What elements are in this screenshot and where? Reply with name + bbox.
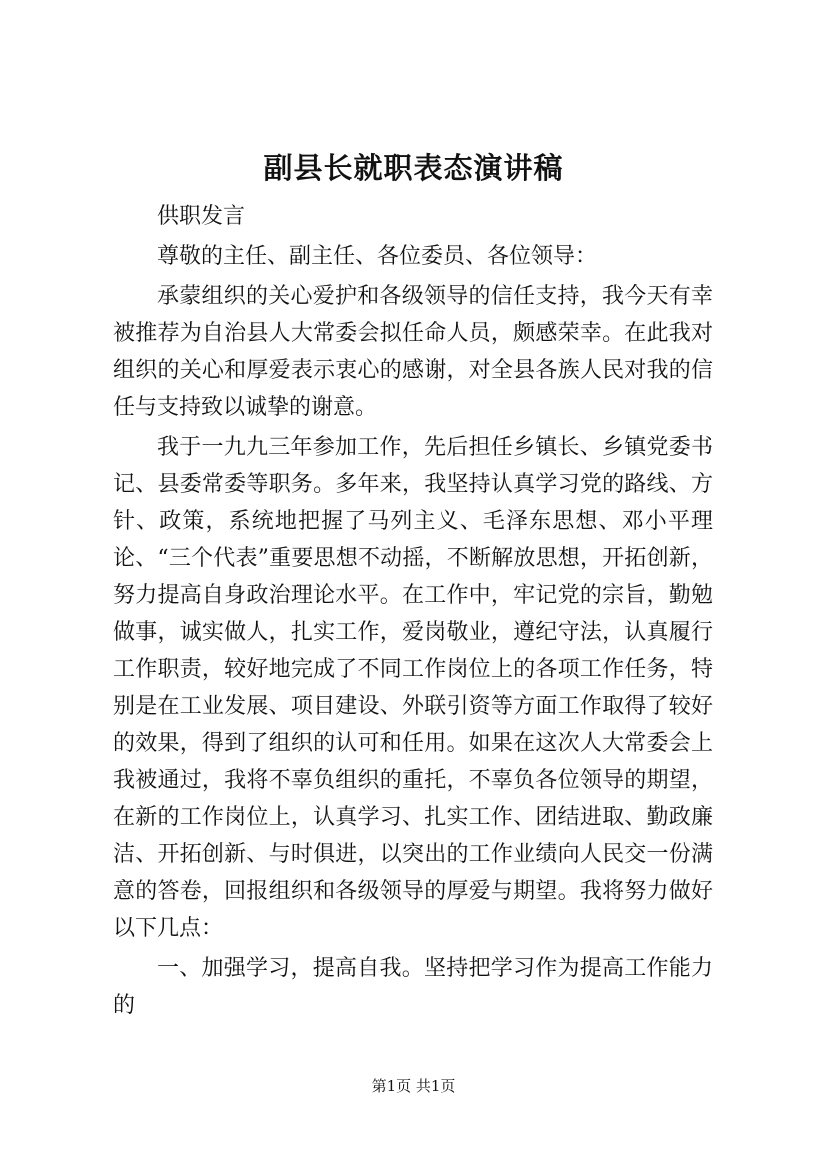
paragraph-point-one: 一、加强学习，提高自我。坚持把学习作为提高工作能力的 [113, 956, 713, 1018]
paragraph-salutation: 尊敬的主任、副主任、各位委员、各位领导： [157, 244, 598, 269]
document-body [113, 198, 713, 1027]
paragraph-heading: 供职发言 [157, 204, 246, 229]
paragraph-experience: 我于一九九三年参加工作，先后担任乡镇长、乡镇党委书记、县委常委等职务。多年来，我坚持认真学习党的路线、方针、政策，系统地把握了马列主义、毛泽东思想、邓小平理论、“三个代表”重要思想不动摇，不断解放思想，开拓创新，努力提高自身政治理论水平。在工作中，牢记党的宗旨，勤勉做事，诚实做人，扎实工作，爱岗敬业，遵纪守法，认真履行工作职责，较好地完成了不同工作岗位上的各项工作任务，特别是在工业发展、项目建设、外联引资等方面工作取得了较好的效果，得到了组织的认可和任用。如果在这次人大常委会上我被通过，我将不辜负组织的重托，不辜负各位领导的期望，在新的工作岗位上，认真学习、扎实工作、团结进取、勤政廉洁、开拓创新、与时俱进，以突出的工作业绩向人民交一份满意的答卷，回报组织和各级领导的厚爱与期望。我将努力做好以下几点： [113, 435, 713, 941]
paragraph-thanks: 承蒙组织的关心爱护和各级领导的信任支持，我今天有幸被推荐为自治县人大常委会拟任命人员，颇感荣幸。在此我对组织的关心和厚爱表示衷心的感谢，对全县各族人民对我的信任与支持致以诚挚的谢意。 [113, 284, 713, 420]
page-footer: 第1页 共1页 [371, 1077, 456, 1095]
document-title: 副县长就职表态演讲稿 [263, 151, 564, 185]
